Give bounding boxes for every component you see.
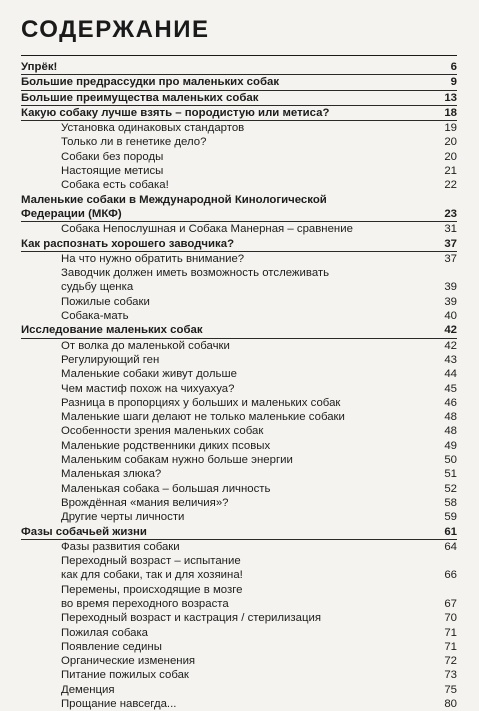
- toc-entry-page: 58: [444, 496, 457, 509]
- toc-entry-page: 40: [444, 310, 457, 323]
- toc-entry-page: 49: [444, 439, 457, 452]
- toc-entry-page: 71: [444, 640, 457, 653]
- toc-entry-title: Настоящие метисы: [61, 165, 164, 178]
- toc-subsection-entry: [21, 697, 457, 711]
- toc-subsection-entry: [21, 309, 457, 323]
- toc-subsection-entry: [21, 654, 457, 668]
- toc-subsection-entry: [21, 467, 457, 481]
- toc-entry-page: 21: [444, 165, 457, 178]
- toc-entry-title: Перемены, происходящие в мозге: [61, 583, 243, 596]
- toc-section-entry: [21, 323, 457, 338]
- toc-subsection-entry: [21, 496, 457, 510]
- toc-entry-title: Пожилая собака: [61, 626, 149, 639]
- toc-entry-title: Заводчик должен иметь возможность отслеживать: [61, 267, 330, 280]
- toc-entry-title: Собака Непослушная и Собака Манерная – сравнение: [61, 223, 353, 236]
- toc-entry-title: Чем мастиф похож на чихуахуа?: [61, 382, 235, 395]
- toc-entry-page: 66: [444, 569, 457, 582]
- toc-entry-title: Переходный возраст и кастрация / стерилизация: [61, 612, 322, 625]
- toc-entry-title: Собака есть собака!: [61, 179, 169, 192]
- toc-entry-page: 31: [444, 223, 457, 236]
- toc-entry-page: 48: [444, 411, 457, 424]
- toc-subsection-entry: [21, 396, 457, 410]
- toc-subsection-entry: [21, 640, 457, 654]
- toc-entry-page: 80: [444, 698, 457, 711]
- toc-entry-title: Фазы развития собаки: [61, 540, 180, 553]
- toc-subsection-entry: [21, 540, 457, 554]
- toc-subsection-entry: [21, 252, 457, 266]
- toc-entry-title: во время переходного возраста: [61, 597, 229, 610]
- toc-entry-page: 23: [444, 207, 457, 220]
- toc-subsection-entry: [21, 280, 457, 294]
- toc-entry-page: 39: [444, 281, 457, 294]
- toc-entry-page: 71: [444, 626, 457, 639]
- toc-entry-title: На что нужно обратить внимание?: [61, 252, 245, 265]
- toc-entry-title: От волка до маленькой собачки: [61, 339, 230, 352]
- toc-subsection-entry: [21, 382, 457, 396]
- toc-subsection-entry: [21, 424, 457, 438]
- toc-subsection-entry: [21, 597, 457, 611]
- toc-entry-title: Упрёк!: [21, 61, 58, 73]
- toc-entry-title: Прощание навсегда...: [61, 698, 177, 711]
- toc-section-entry: [21, 106, 457, 121]
- toc-entry-page: 75: [444, 683, 457, 696]
- toc-entry-page: 6: [450, 61, 457, 73]
- toc-subsection-entry: [21, 135, 457, 149]
- toc-subsection-entry: [21, 510, 457, 524]
- toc-subsection-entry: [21, 554, 457, 568]
- toc-entry-title: Какую собаку лучше взять – породистую или метиса?: [21, 106, 330, 119]
- toc-entry-title: Собаки без породы: [61, 150, 164, 163]
- toc-subsection-entry: [21, 164, 457, 178]
- toc-section-entry: [21, 237, 457, 252]
- toc-subsection-entry: [21, 367, 457, 381]
- toc-entry-page: 52: [444, 482, 457, 495]
- toc-subsection-entry: [21, 568, 457, 582]
- toc-entry-title: Деменция: [61, 683, 115, 696]
- toc-entry-page: 37: [444, 252, 457, 265]
- toc-entry-page: 37: [444, 237, 457, 250]
- toc-subsection-entry: [21, 439, 457, 453]
- toc-entry-page: 45: [444, 382, 457, 395]
- toc-entry-page: 20: [444, 150, 457, 163]
- toc-section-entry: [21, 60, 457, 75]
- toc-entry-title: Большие предрассудки про маленьких собак: [21, 76, 280, 89]
- toc-list: [21, 60, 457, 711]
- toc-entry-page: 13: [444, 91, 457, 104]
- toc-subsection-entry: [21, 178, 457, 192]
- toc-subsection-entry: [21, 453, 457, 467]
- toc-entry-page: 73: [444, 669, 457, 682]
- toc-section-entry: [21, 525, 457, 540]
- toc-subsection-entry: [21, 410, 457, 424]
- toc-entry-title: Маленьким собакам нужно больше энергии: [61, 454, 293, 467]
- toc-entry-title: Питание пожилых собак: [61, 669, 189, 682]
- toc-subsection-entry: [21, 626, 457, 640]
- toc-entry-page: 46: [444, 396, 457, 409]
- toc-entry-page: 61: [444, 525, 457, 538]
- toc-entry-title: Разница в пропорциях у больших и маленьких собак: [61, 396, 341, 409]
- page-title: СОДЕРЖАНИЕ: [21, 16, 210, 43]
- toc-entry-title: Собака-мать: [61, 310, 129, 323]
- toc-entry-title: как для собаки, так и для хозяина!: [61, 569, 243, 582]
- toc-entry-page: 64: [444, 540, 457, 553]
- toc-entry-title: Органические изменения: [61, 655, 196, 668]
- toc-entry-title: Маленькие собаки в Международной Кинологической: [21, 193, 327, 206]
- title-rule: [21, 55, 457, 56]
- toc-entry-page: 22: [444, 179, 457, 192]
- toc-subsection-entry: [21, 683, 457, 697]
- toc-entry-page: 70: [444, 612, 457, 625]
- toc-entry-title: Маленькая злюка?: [61, 468, 162, 481]
- toc-entry-page: 59: [444, 511, 457, 524]
- toc-subsection-entry: [21, 668, 457, 682]
- toc-entry-page: 72: [444, 655, 457, 668]
- toc-subsection-entry: [21, 266, 457, 280]
- toc-subsection-entry: [21, 150, 457, 164]
- toc-entry-title: Маленькие шаги делают не только маленькие собаки: [61, 411, 345, 424]
- toc-entry-title: Как распознать хорошего заводчика?: [21, 237, 235, 250]
- toc-entry-title: Появление седины: [61, 640, 162, 653]
- toc-entry-page: 42: [444, 339, 457, 352]
- toc-entry-title: Регулирующий ген: [61, 353, 160, 366]
- toc-subsection-entry: [21, 583, 457, 597]
- toc-entry-page: 43: [444, 353, 457, 366]
- toc-subsection-entry: [21, 482, 457, 496]
- toc-section-entry: [21, 207, 457, 222]
- toc-entry-page: 20: [444, 136, 457, 149]
- toc-entry-page: 39: [444, 295, 457, 308]
- toc-entry-title: Только ли в генетике дело?: [61, 136, 207, 149]
- toc-entry-page: 50: [444, 454, 457, 467]
- toc-section-entry: [21, 193, 457, 207]
- toc-entry-page: 19: [444, 122, 457, 135]
- toc-entry-page: 67: [444, 597, 457, 610]
- toc-entry-title: Большие преимущества маленьких собак: [21, 91, 259, 104]
- toc-entry-title: Переходный возраст – испытание: [61, 555, 241, 568]
- toc-entry-title: Маленькие собаки живут дольше: [61, 368, 237, 381]
- toc-entry-title: Особенности зрения маленьких собак: [61, 425, 264, 438]
- toc-entry-page: 9: [450, 76, 457, 89]
- toc-entry-title: Другие черты личности: [61, 511, 185, 524]
- toc-entry-title: судьбу щенка: [61, 281, 134, 294]
- toc-entry-page: 48: [444, 425, 457, 438]
- toc-entry-title: Пожилые собаки: [61, 295, 150, 308]
- toc-entry-title: Фазы собачьей жизни: [21, 525, 147, 538]
- toc-entry-page: 44: [444, 368, 457, 381]
- toc-subsection-entry: [21, 353, 457, 367]
- toc-section-entry: [21, 91, 457, 106]
- toc-entry-title: Маленькая собака – большая личность: [61, 482, 271, 495]
- toc-entry-page: 42: [444, 324, 457, 337]
- toc-entry-page: 51: [444, 468, 457, 481]
- toc-subsection-entry: [21, 611, 457, 625]
- toc-subsection-entry: [21, 339, 457, 353]
- toc-entry-page: 18: [444, 106, 457, 119]
- toc-entry-title: Врождённая «мания величия»?: [61, 496, 229, 509]
- toc-entry-title: Маленькие родственники диких псовых: [61, 439, 271, 452]
- toc-subsection-entry: [21, 295, 457, 309]
- toc-subsection-entry: [21, 222, 457, 236]
- toc-subsection-entry: [21, 121, 457, 135]
- toc-section-entry: [21, 75, 457, 90]
- toc-entry-title: Федерации (МКФ): [21, 207, 122, 220]
- toc-entry-title: Исследование маленьких собак: [21, 324, 203, 337]
- toc-entry-title: Установка одинаковых стандартов: [61, 122, 245, 135]
